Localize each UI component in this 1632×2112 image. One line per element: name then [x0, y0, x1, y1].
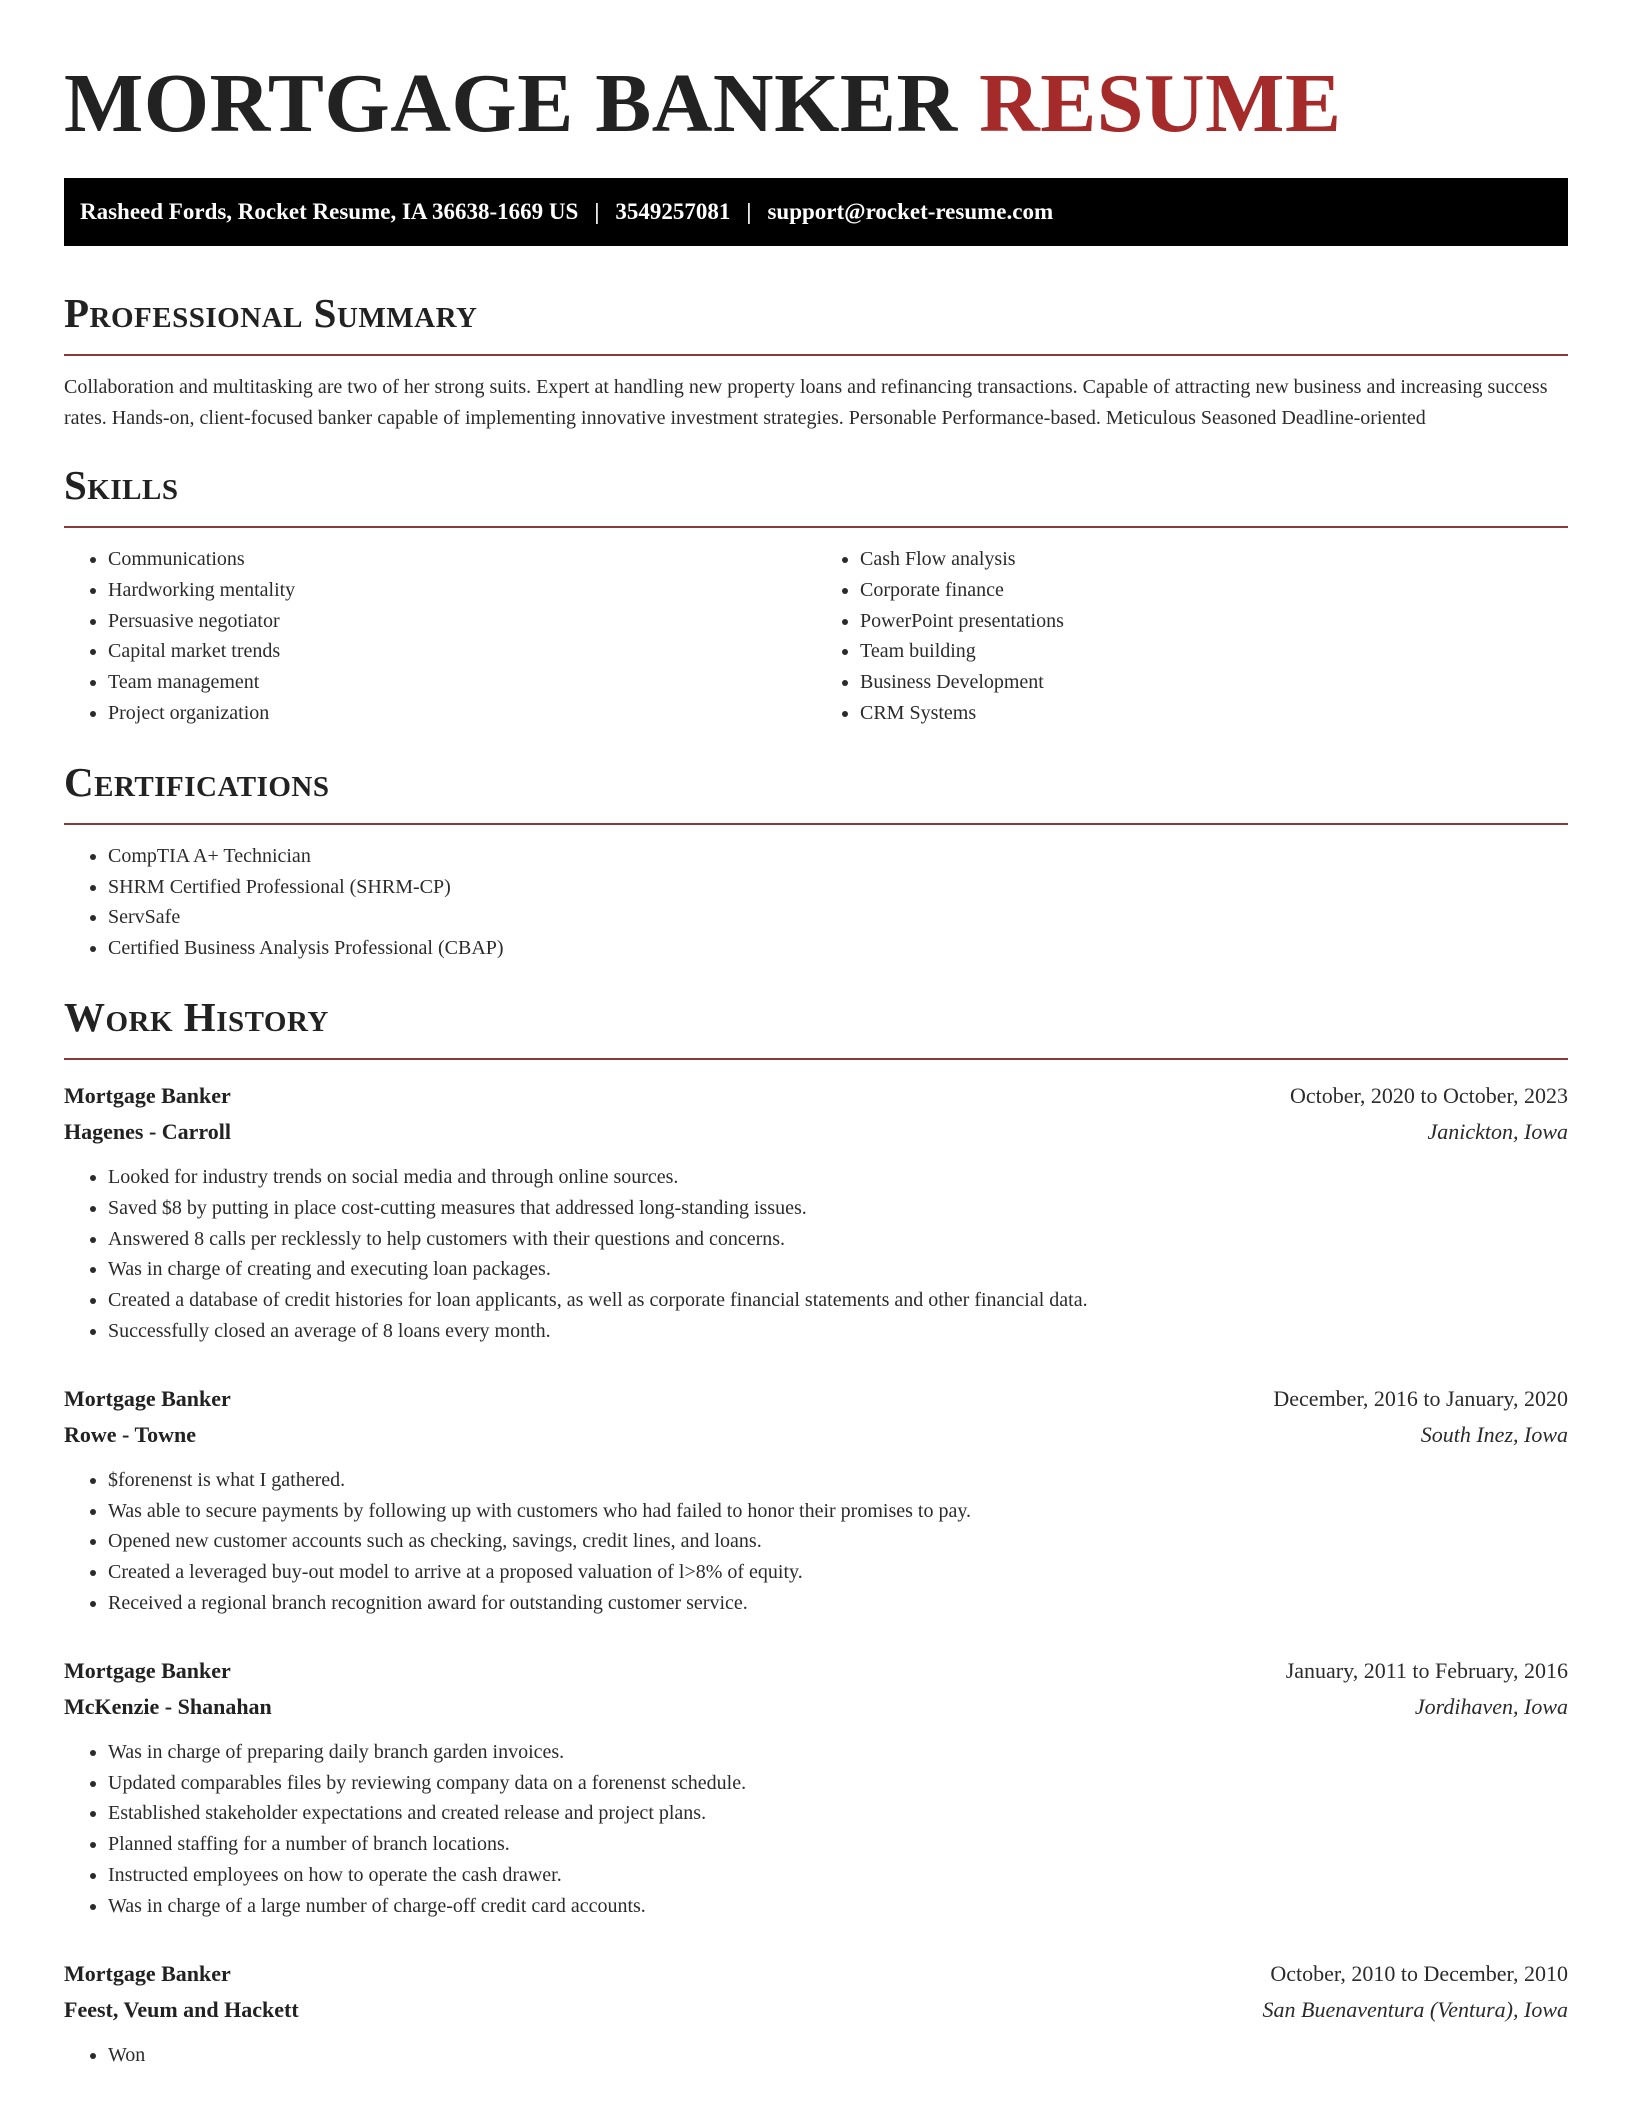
contact-phone: 3549257081: [615, 199, 731, 224]
certification-item: • Certified Business Analysis Professional (CBAP): [108, 933, 1568, 964]
job-bullet: • Created a database of credit histories for loan applicants, as well as corporate financial statements and other financial data.: [108, 1285, 1568, 1316]
skill-item: • CRM Systems: [860, 698, 1568, 729]
job-company: Hagenes - Carroll: [64, 1118, 232, 1144]
contact-separator: |: [746, 199, 752, 224]
job-bullet: • Opened new customer accounts such as checking, savings, credit lines, and loans.: [108, 1526, 1568, 1557]
job-bullets: [64, 1737, 1568, 1922]
skill-item: • Capital market trends: [108, 636, 816, 667]
skill-item: • Team building: [860, 636, 1568, 667]
skill-item: • Business Development: [860, 667, 1568, 698]
job-bullets: [64, 1465, 1568, 1619]
section-heading-work-history: Work History: [64, 993, 329, 1040]
job-bullet: • Was in charge of creating and executing loan packages.: [108, 1254, 1568, 1285]
certification-item: • SHRM Certified Professional (SHRM-CP): [108, 872, 1568, 903]
job-bullet: • Was able to secure payments by following up with customers who had failed to honor their promises to pay.: [108, 1496, 1568, 1527]
job-bullet: • Was in charge of preparing daily branch garden invoices.: [108, 1737, 1568, 1768]
section-heading-summary: Professional Summary: [64, 290, 478, 336]
job-location: South Inez, Iowa: [1420, 1421, 1568, 1447]
job-bullet: • Successfully closed an average of 8 loans every month.: [108, 1316, 1568, 1347]
job-entry: [64, 1956, 1568, 2071]
job-bullet: • Established stakeholder expectations and created release and project plans.: [108, 1798, 1568, 1829]
section-heading-skills: Skills: [64, 462, 179, 508]
summary-text: Collaboration and multitasking are two of her strong suits. Expert at handling new property loans and refinancing transactions. Capable of attracting new business and increasing success rates. Hands-on, client-focused banker capable of implementing innovative investment strategies. Personable Performance-based. Meticulous Seasoned Deadline-oriented: [64, 376, 1548, 429]
job-company: Feest, Veum and Hackett: [64, 1996, 299, 2022]
contact-bar: [64, 178, 1568, 246]
section-heading-certifications: Certifications: [64, 758, 330, 805]
job-location: Janickton, Iowa: [1427, 1118, 1568, 1144]
job-header-row: [64, 1956, 1568, 1992]
job-bullet: • Instructed employees on how to operate the cash drawer.: [108, 1860, 1568, 1891]
job-bullet: • Saved $8 by putting in place cost-cutting measures that addressed long-standing issues.: [108, 1193, 1568, 1224]
job-header-row: [64, 1381, 1568, 1417]
job-bullet: • Was in charge of a large number of charge-off credit card accounts.: [108, 1891, 1568, 1922]
job-bullet: • Created a leveraged buy-out model to arrive at a proposed valuation of l>8% of equity.: [108, 1557, 1568, 1588]
job-dates: October, 2020 to October, 2023: [1289, 1082, 1568, 1108]
summary-section: [64, 288, 1568, 434]
resume-title: [64, 0, 1568, 152]
job-bullet: • Answered 8 calls per recklessly to help customers with their questions and concerns.: [108, 1224, 1568, 1255]
skills-columns: [64, 528, 1568, 729]
job-company-row: [64, 1689, 1568, 1725]
section-divider: [64, 823, 1568, 825]
job-bullet: • Looked for industry trends on social media and through online sources.: [108, 1162, 1568, 1193]
job-entry: [64, 1653, 1568, 1922]
skill-item: • Cash Flow analysis: [860, 544, 1568, 575]
job-bullet: • $forenenst is what I gathered.: [108, 1465, 1568, 1496]
job-dates: December, 2016 to January, 2020: [1273, 1385, 1568, 1411]
skill-item: • Corporate finance: [860, 575, 1568, 606]
job-title: Mortgage Banker: [64, 1385, 231, 1411]
job-bullet: • Planned staffing for a number of branch locations.: [108, 1829, 1568, 1860]
job-dates: October, 2010 to December, 2010: [1270, 1960, 1568, 1986]
job-bullet: • Received a regional branch recognition award for outstanding customer service.: [108, 1588, 1568, 1619]
contact-address: Rasheed Fords, Rocket Resume, IA 36638-1669 US: [80, 199, 579, 224]
skill-item: • Project organization: [108, 698, 816, 729]
job-header-row: [64, 1653, 1568, 1689]
work-history-section: [64, 992, 1568, 2070]
job-entry: [64, 1078, 1568, 1347]
skill-item: • Communications: [108, 544, 816, 575]
skills-section: [64, 460, 1568, 729]
job-dates: January, 2011 to February, 2016: [1285, 1657, 1568, 1683]
job-location: San Buenaventura (Ventura), Iowa: [1262, 1996, 1568, 2022]
skills-list-left: [64, 544, 816, 729]
skill-item: • Persuasive negotiator: [108, 606, 816, 637]
section-divider: [64, 354, 1568, 356]
certifications-section: [64, 757, 1568, 964]
title-main: MORTGAGE BANKER: [64, 57, 958, 150]
job-bullet: • Updated comparables files by reviewing company data on a forenenst schedule.: [108, 1768, 1568, 1799]
job-location: Jordihaven, Iowa: [1414, 1693, 1568, 1719]
skill-item: • PowerPoint presentations: [860, 606, 1568, 637]
job-header-row: [64, 1078, 1568, 1114]
title-accent: RESUME: [979, 57, 1342, 150]
job-bullet: • Won: [108, 2040, 1568, 2071]
job-company-row: [64, 1992, 1568, 2028]
section-divider: [64, 1058, 1568, 1060]
job-title: Mortgage Banker: [64, 1960, 231, 1986]
job-company: McKenzie - Shanahan: [64, 1693, 272, 1719]
contact-separator: |: [594, 199, 600, 224]
contact-email: support@rocket-resume.com: [767, 199, 1054, 224]
job-title: Mortgage Banker: [64, 1657, 231, 1683]
certification-item: • ServSafe: [108, 902, 1568, 933]
job-company-row: [64, 1114, 1568, 1150]
job-title: Mortgage Banker: [64, 1082, 231, 1108]
job-entry: [64, 1381, 1568, 1619]
skills-list-right: [816, 544, 1568, 729]
job-bullets: [64, 1162, 1568, 1347]
job-bullets: [64, 2040, 1568, 2071]
skill-item: • Hardworking mentality: [108, 575, 816, 606]
certifications-list: [64, 841, 1568, 964]
certification-item: • CompTIA A+ Technician: [108, 841, 1568, 872]
skill-item: • Team management: [108, 667, 816, 698]
job-company: Rowe - Towne: [64, 1421, 197, 1447]
job-company-row: [64, 1417, 1568, 1453]
